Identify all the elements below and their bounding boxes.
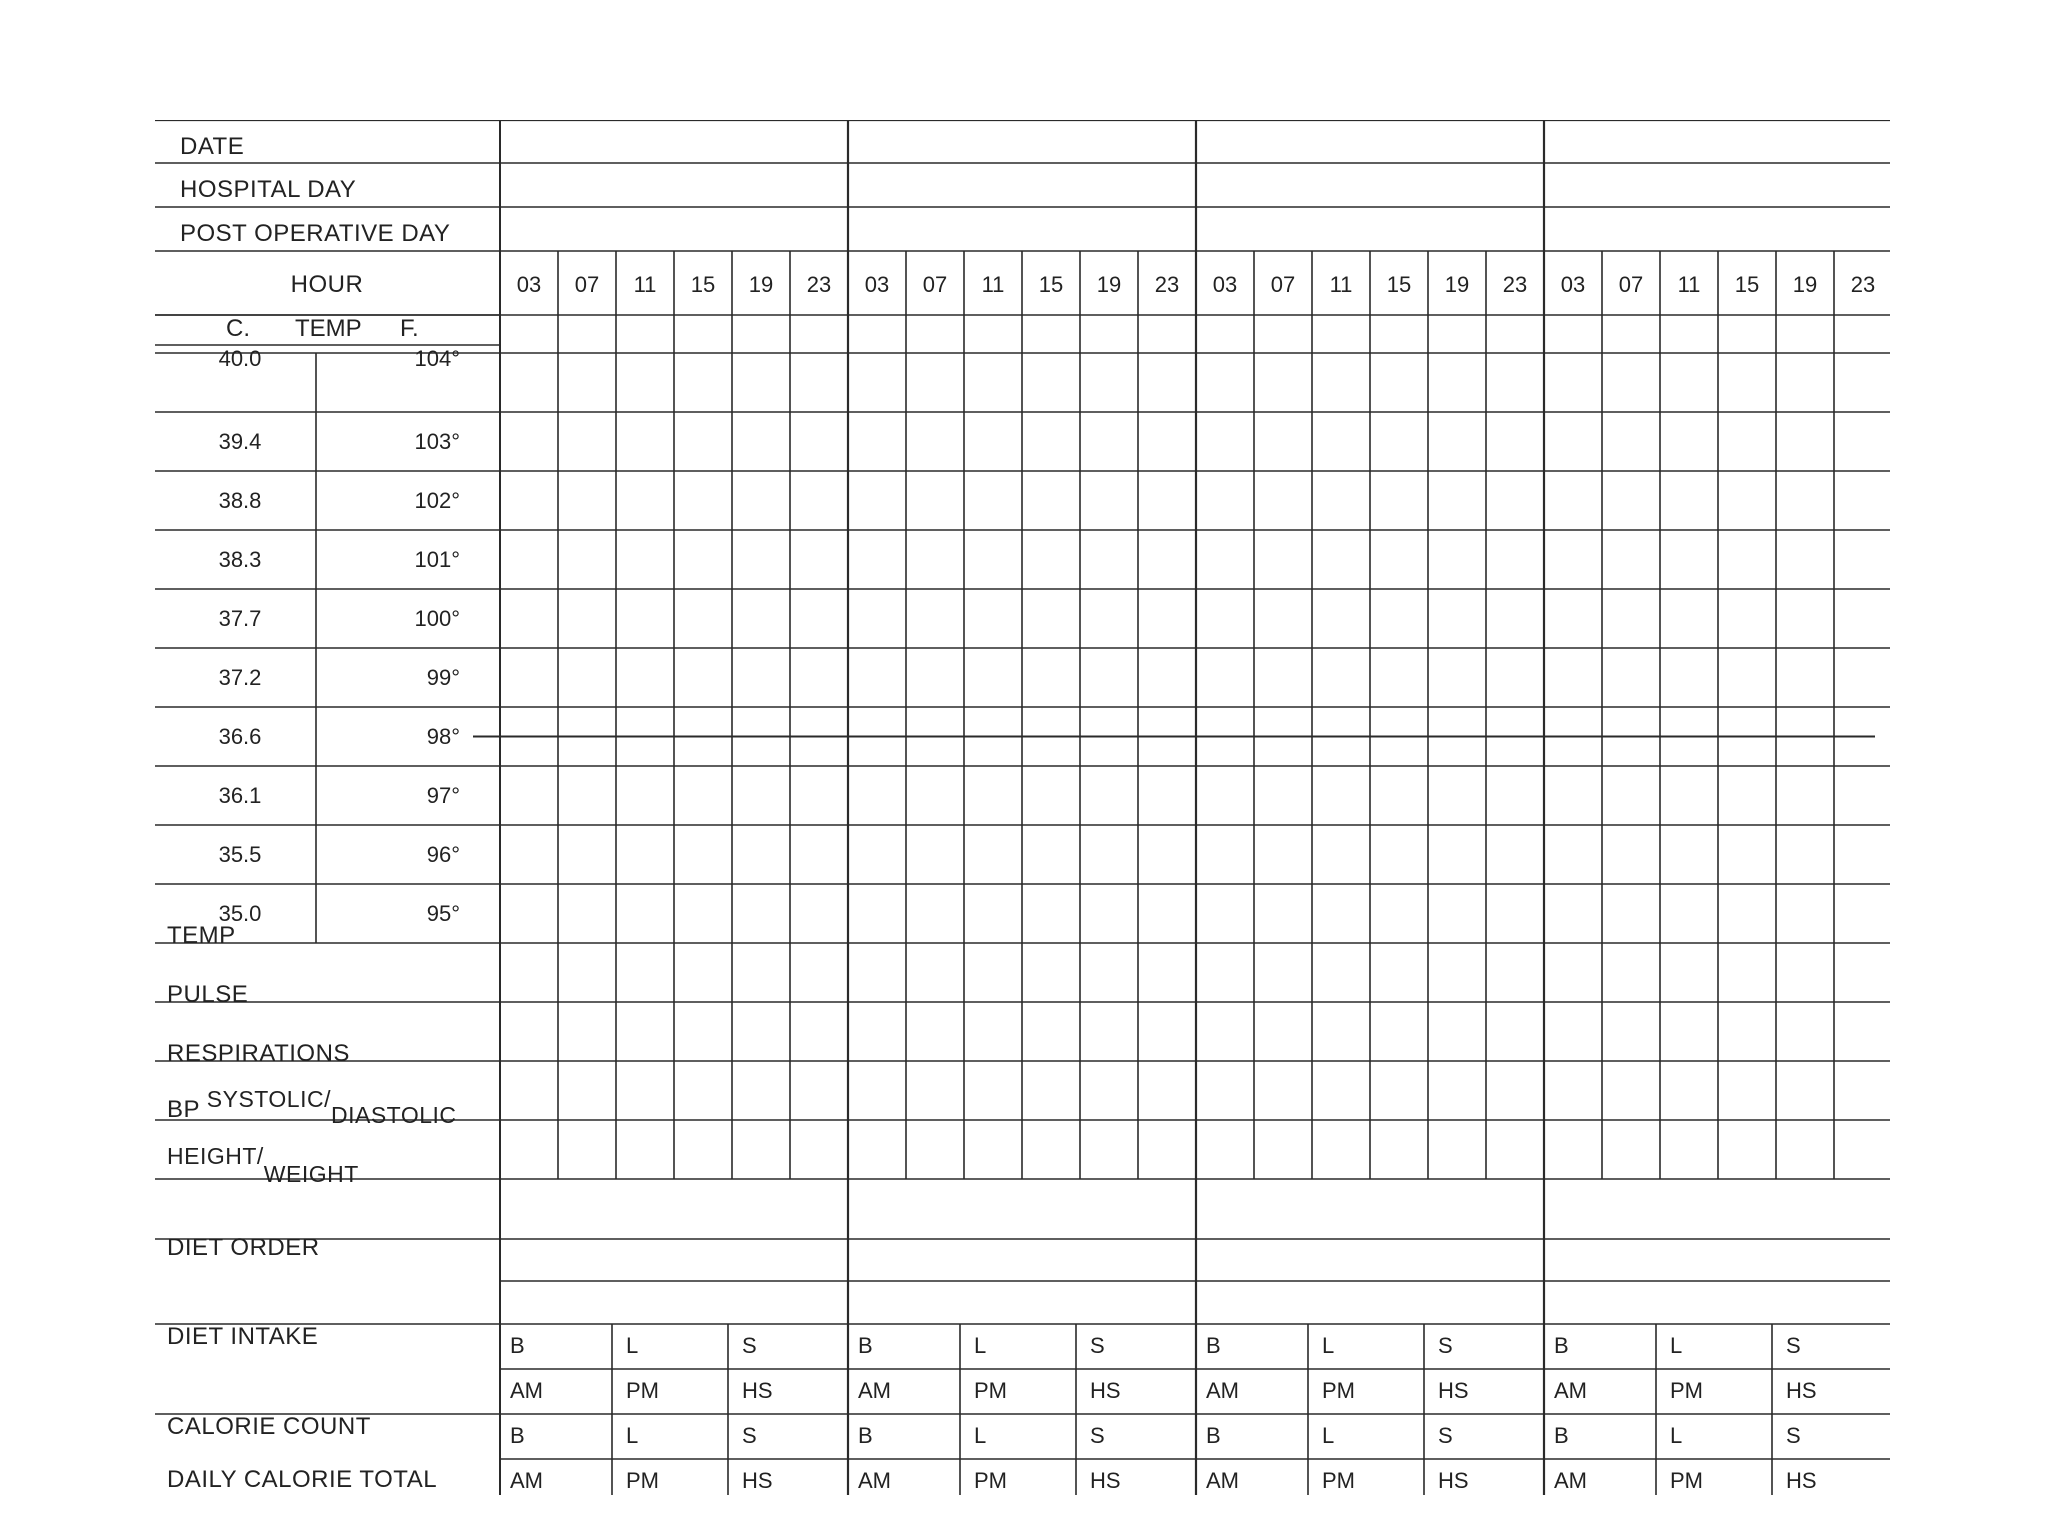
temp-header-f: F.	[400, 315, 419, 342]
celsius-value: 35.5	[218, 842, 262, 867]
diet-intake-meal-label: L	[1670, 1333, 1683, 1358]
celsius-value: 36.6	[218, 724, 262, 749]
height-weight-label	[167, 1143, 359, 1187]
calorie-count-meal-label: B	[1554, 1423, 1569, 1448]
calorie-count-period-label: AM	[1206, 1468, 1239, 1493]
diet-intake-period-label: AM	[510, 1378, 543, 1403]
calorie-count-period-label: AM	[1554, 1468, 1587, 1493]
hour-23-day-2: 23	[1154, 272, 1180, 297]
fahrenheit-value: 103°	[414, 429, 460, 454]
calorie-count-meal-label: S	[742, 1423, 757, 1448]
fahrenheit-value: 96°	[426, 842, 460, 867]
daily-calorie-total-label: DAILY CALORIE TOTAL	[167, 1466, 438, 1493]
diet-intake-meal-label: B	[1206, 1333, 1221, 1358]
hour-15-day-1: 15	[690, 272, 716, 297]
diet-intake-meal-label: L	[626, 1333, 639, 1358]
temp-header-c: C.	[226, 315, 250, 342]
bp-prefix: BP	[167, 1096, 200, 1123]
hour-label: HOUR	[290, 271, 364, 298]
diet-intake-period-label: HS	[1786, 1378, 1817, 1403]
post-operative-day-label: POST OPERATIVE DAY	[180, 220, 451, 247]
calorie-count-period-label: PM	[1322, 1468, 1355, 1493]
diet-intake-period-label: HS	[1438, 1378, 1469, 1403]
calorie-count-meal-label: B	[1206, 1423, 1221, 1448]
diet-intake-period-label: AM	[858, 1378, 891, 1403]
hour-15-day-2: 15	[1038, 272, 1064, 297]
hour-23-day-1: 23	[806, 272, 832, 297]
calorie-count-meal-label: B	[858, 1423, 873, 1448]
hour-03-day-3: 03	[1212, 272, 1238, 297]
diet-intake-period-label: HS	[1090, 1378, 1121, 1403]
celsius-value: 37.7	[218, 606, 262, 631]
hour-11-day-3: 11	[1329, 272, 1353, 297]
hour-19-day-4: 19	[1792, 272, 1818, 297]
calorie-count-period-label: AM	[858, 1468, 891, 1493]
diet-intake-meal-label: L	[974, 1333, 987, 1358]
diet-intake-period-label: PM	[1322, 1378, 1355, 1403]
calorie-count-period-label: HS	[742, 1468, 773, 1493]
diet-intake-label: DIET INTAKE	[167, 1323, 319, 1350]
calorie-count-period-label: HS	[1438, 1468, 1469, 1493]
hour-11-day-1: 11	[633, 272, 657, 297]
calorie-count-period-label: PM	[1670, 1468, 1703, 1493]
temp-label: TEMP	[167, 922, 236, 949]
vital-signs-flowsheet	[155, 120, 1890, 1495]
hour-11-day-4: 11	[1677, 272, 1701, 297]
respirations-label: RESPIRATIONS	[167, 1040, 350, 1067]
bp-systolic: SYSTOLIC/	[206, 1086, 331, 1112]
diet-intake-meal-label: S	[742, 1333, 757, 1358]
diet-intake-period-label: AM	[1206, 1378, 1239, 1403]
calorie-count-meal-label: S	[1438, 1423, 1453, 1448]
fahrenheit-value: 102°	[414, 488, 460, 513]
diet-intake-meal-label: S	[1786, 1333, 1801, 1358]
fahrenheit-value: 99°	[426, 665, 460, 690]
diet-intake-period-label: PM	[974, 1378, 1007, 1403]
diet-intake-meal-label: B	[1554, 1333, 1569, 1358]
calorie-count-period-label: PM	[626, 1468, 659, 1493]
fahrenheit-value: 97°	[426, 783, 460, 808]
diet-intake-meal-label: B	[858, 1333, 873, 1358]
diet-intake-period-label: HS	[742, 1378, 773, 1403]
calorie-count-meal-label: L	[1670, 1423, 1683, 1448]
temp-header-temp: TEMP	[295, 315, 362, 342]
calorie-count-meal-label: L	[974, 1423, 987, 1448]
hour-07-day-1: 07	[574, 272, 600, 297]
calorie-count-meal-label: L	[1322, 1423, 1335, 1448]
diet-intake-period-label: PM	[626, 1378, 659, 1403]
diet-intake-meal-label: S	[1090, 1333, 1105, 1358]
fahrenheit-value: 95°	[426, 901, 460, 926]
diet-order-label: DIET ORDER	[167, 1234, 320, 1261]
diet-intake-meal-label: L	[1322, 1333, 1335, 1358]
diet-intake-period-label: AM	[1554, 1378, 1587, 1403]
calorie-count-meal-label: L	[626, 1423, 639, 1448]
hour-19-day-1: 19	[748, 272, 774, 297]
hour-11-day-2: 11	[981, 272, 1005, 297]
diet-intake-meal-label: B	[510, 1333, 525, 1358]
hour-19-day-2: 19	[1096, 272, 1122, 297]
celsius-value: 38.3	[218, 547, 262, 572]
calorie-count-meal-label: B	[510, 1423, 525, 1448]
celsius-value: 40.0	[218, 346, 262, 371]
hour-03-day-4: 03	[1560, 272, 1586, 297]
diet-intake-period-label: PM	[1670, 1378, 1703, 1403]
calorie-count-period-label: HS	[1090, 1468, 1121, 1493]
fahrenheit-value: 104°	[414, 346, 460, 371]
calorie-count-meal-label: S	[1786, 1423, 1801, 1448]
celsius-value: 36.1	[218, 783, 262, 808]
bp-label	[167, 1086, 457, 1128]
celsius-value: 39.4	[218, 429, 262, 454]
fahrenheit-value: 100°	[414, 606, 460, 631]
date-label: DATE	[180, 133, 245, 160]
hour-15-day-4: 15	[1734, 272, 1760, 297]
diet-intake-meal-label: S	[1438, 1333, 1453, 1358]
weight-text: WEIGHT	[263, 1161, 359, 1187]
celsius-value: 37.2	[218, 665, 262, 690]
calorie-count-meal-label: S	[1090, 1423, 1105, 1448]
calorie-count-period-label: HS	[1786, 1468, 1817, 1493]
hospital-day-label: HOSPITAL DAY	[180, 176, 357, 203]
pulse-label: PULSE	[167, 981, 249, 1008]
hour-03-day-2: 03	[864, 272, 890, 297]
celsius-value: 35.0	[218, 901, 262, 926]
calorie-count-label: CALORIE COUNT	[167, 1413, 371, 1440]
hour-03-day-1: 03	[516, 272, 542, 297]
calorie-count-period-label: PM	[974, 1468, 1007, 1493]
celsius-value: 38.8	[218, 488, 262, 513]
hour-15-day-3: 15	[1386, 272, 1412, 297]
hour-07-day-3: 07	[1270, 272, 1296, 297]
hour-07-day-2: 07	[922, 272, 948, 297]
hour-23-day-3: 23	[1502, 272, 1528, 297]
fahrenheit-value: 98°	[426, 724, 460, 749]
hour-23-day-4: 23	[1850, 272, 1876, 297]
height-text: HEIGHT/	[167, 1143, 264, 1169]
hour-07-day-4: 07	[1618, 272, 1644, 297]
fahrenheit-value: 101°	[414, 547, 460, 572]
calorie-count-period-label: AM	[510, 1468, 543, 1493]
bp-diastolic: DIASTOLIC	[331, 1102, 457, 1128]
hour-19-day-3: 19	[1444, 272, 1470, 297]
